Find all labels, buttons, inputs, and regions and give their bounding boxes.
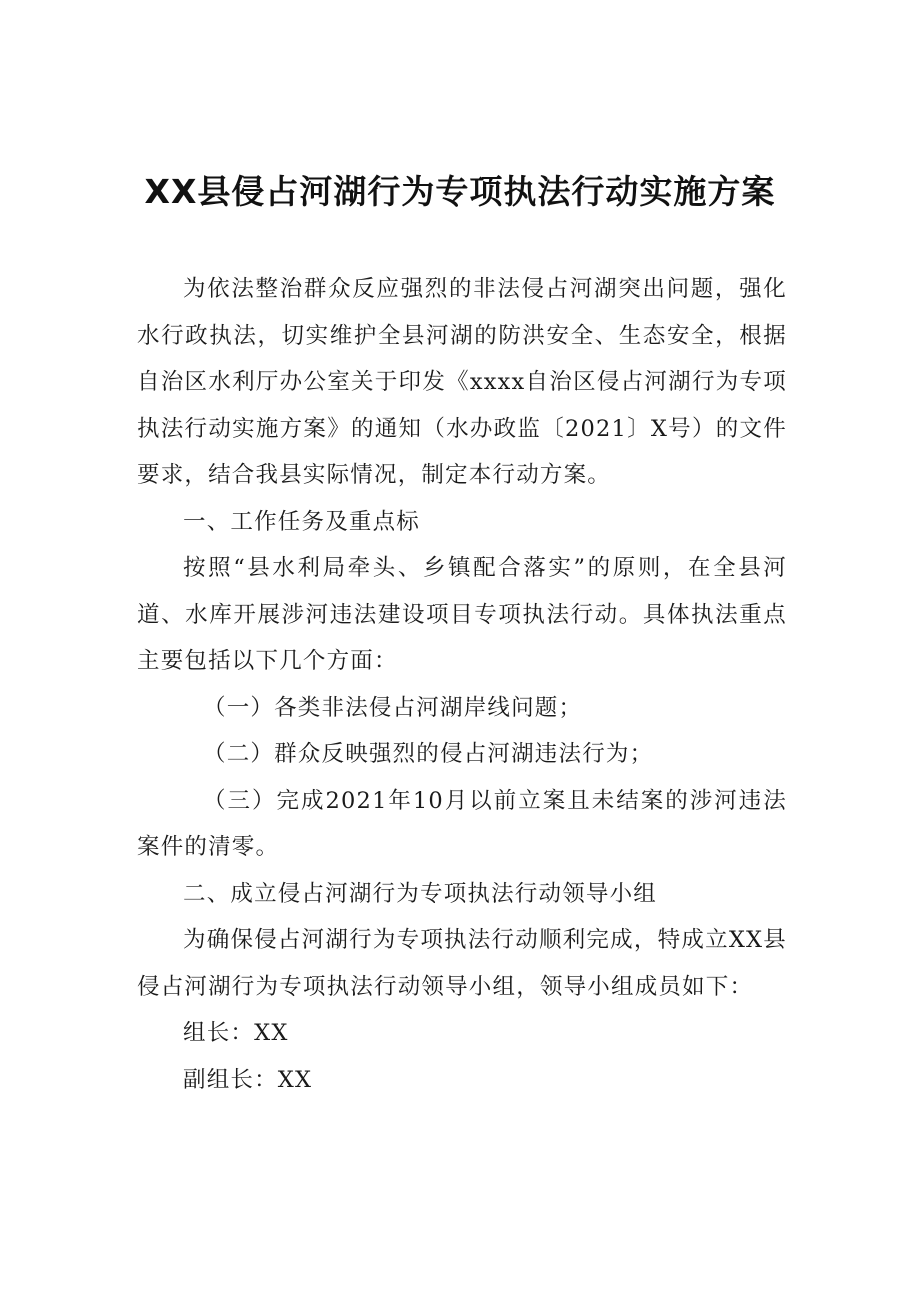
section-heading-2: 二、成立侵占河湖行为专项执法行动领导小组 (183, 880, 658, 907)
list-item-1: （一）各类非法侵占河湖岸线问题； (203, 694, 583, 721)
section-heading-1: 一、工作任务及重点标 (183, 508, 421, 535)
list-item-3: （三）完成2021年10月以前立案且未结案的涉河违法案件的清零。 (137, 787, 787, 860)
list-item-2: （二）群众反映强烈的侵占河湖违法行为； (203, 741, 654, 767)
team-deputy-leader: 副组长：XX (183, 1066, 313, 1093)
intro-paragraph: 为依法整治群众反应强烈的非法侵占河湖突出问题，强化水行政执法，切实维护全县河湖的防洪安全、生态安全，根据自治区水利厅办公室关于印发《xxxx自治区侵占河湖行为专项执法行动实施方案》的通知（水办政监〔2021〕X号）的文件要求，结合我县实际情况，制定本行动方案。 (137, 276, 787, 488)
team-leader: 组长：XX (183, 1020, 289, 1046)
document-title: XX县侵占河湖行为专项执法行动实施方案 (144, 172, 776, 211)
section-1-paragraph: 按照“县水利局牵头、乡镇配合落实”的原则，在全县河道、水库开展涉河违法建设项目专项执法行动。具体执法重点主要包括以下几个方面： (137, 555, 787, 674)
document-body (137, 266, 787, 1103)
section-2-paragraph: 为确保侵占河湖行为专项执法行动顺利完成，特成立XX县侵占河湖行为专项执法行动领导小组，领导小组成员如下： (137, 927, 787, 1000)
